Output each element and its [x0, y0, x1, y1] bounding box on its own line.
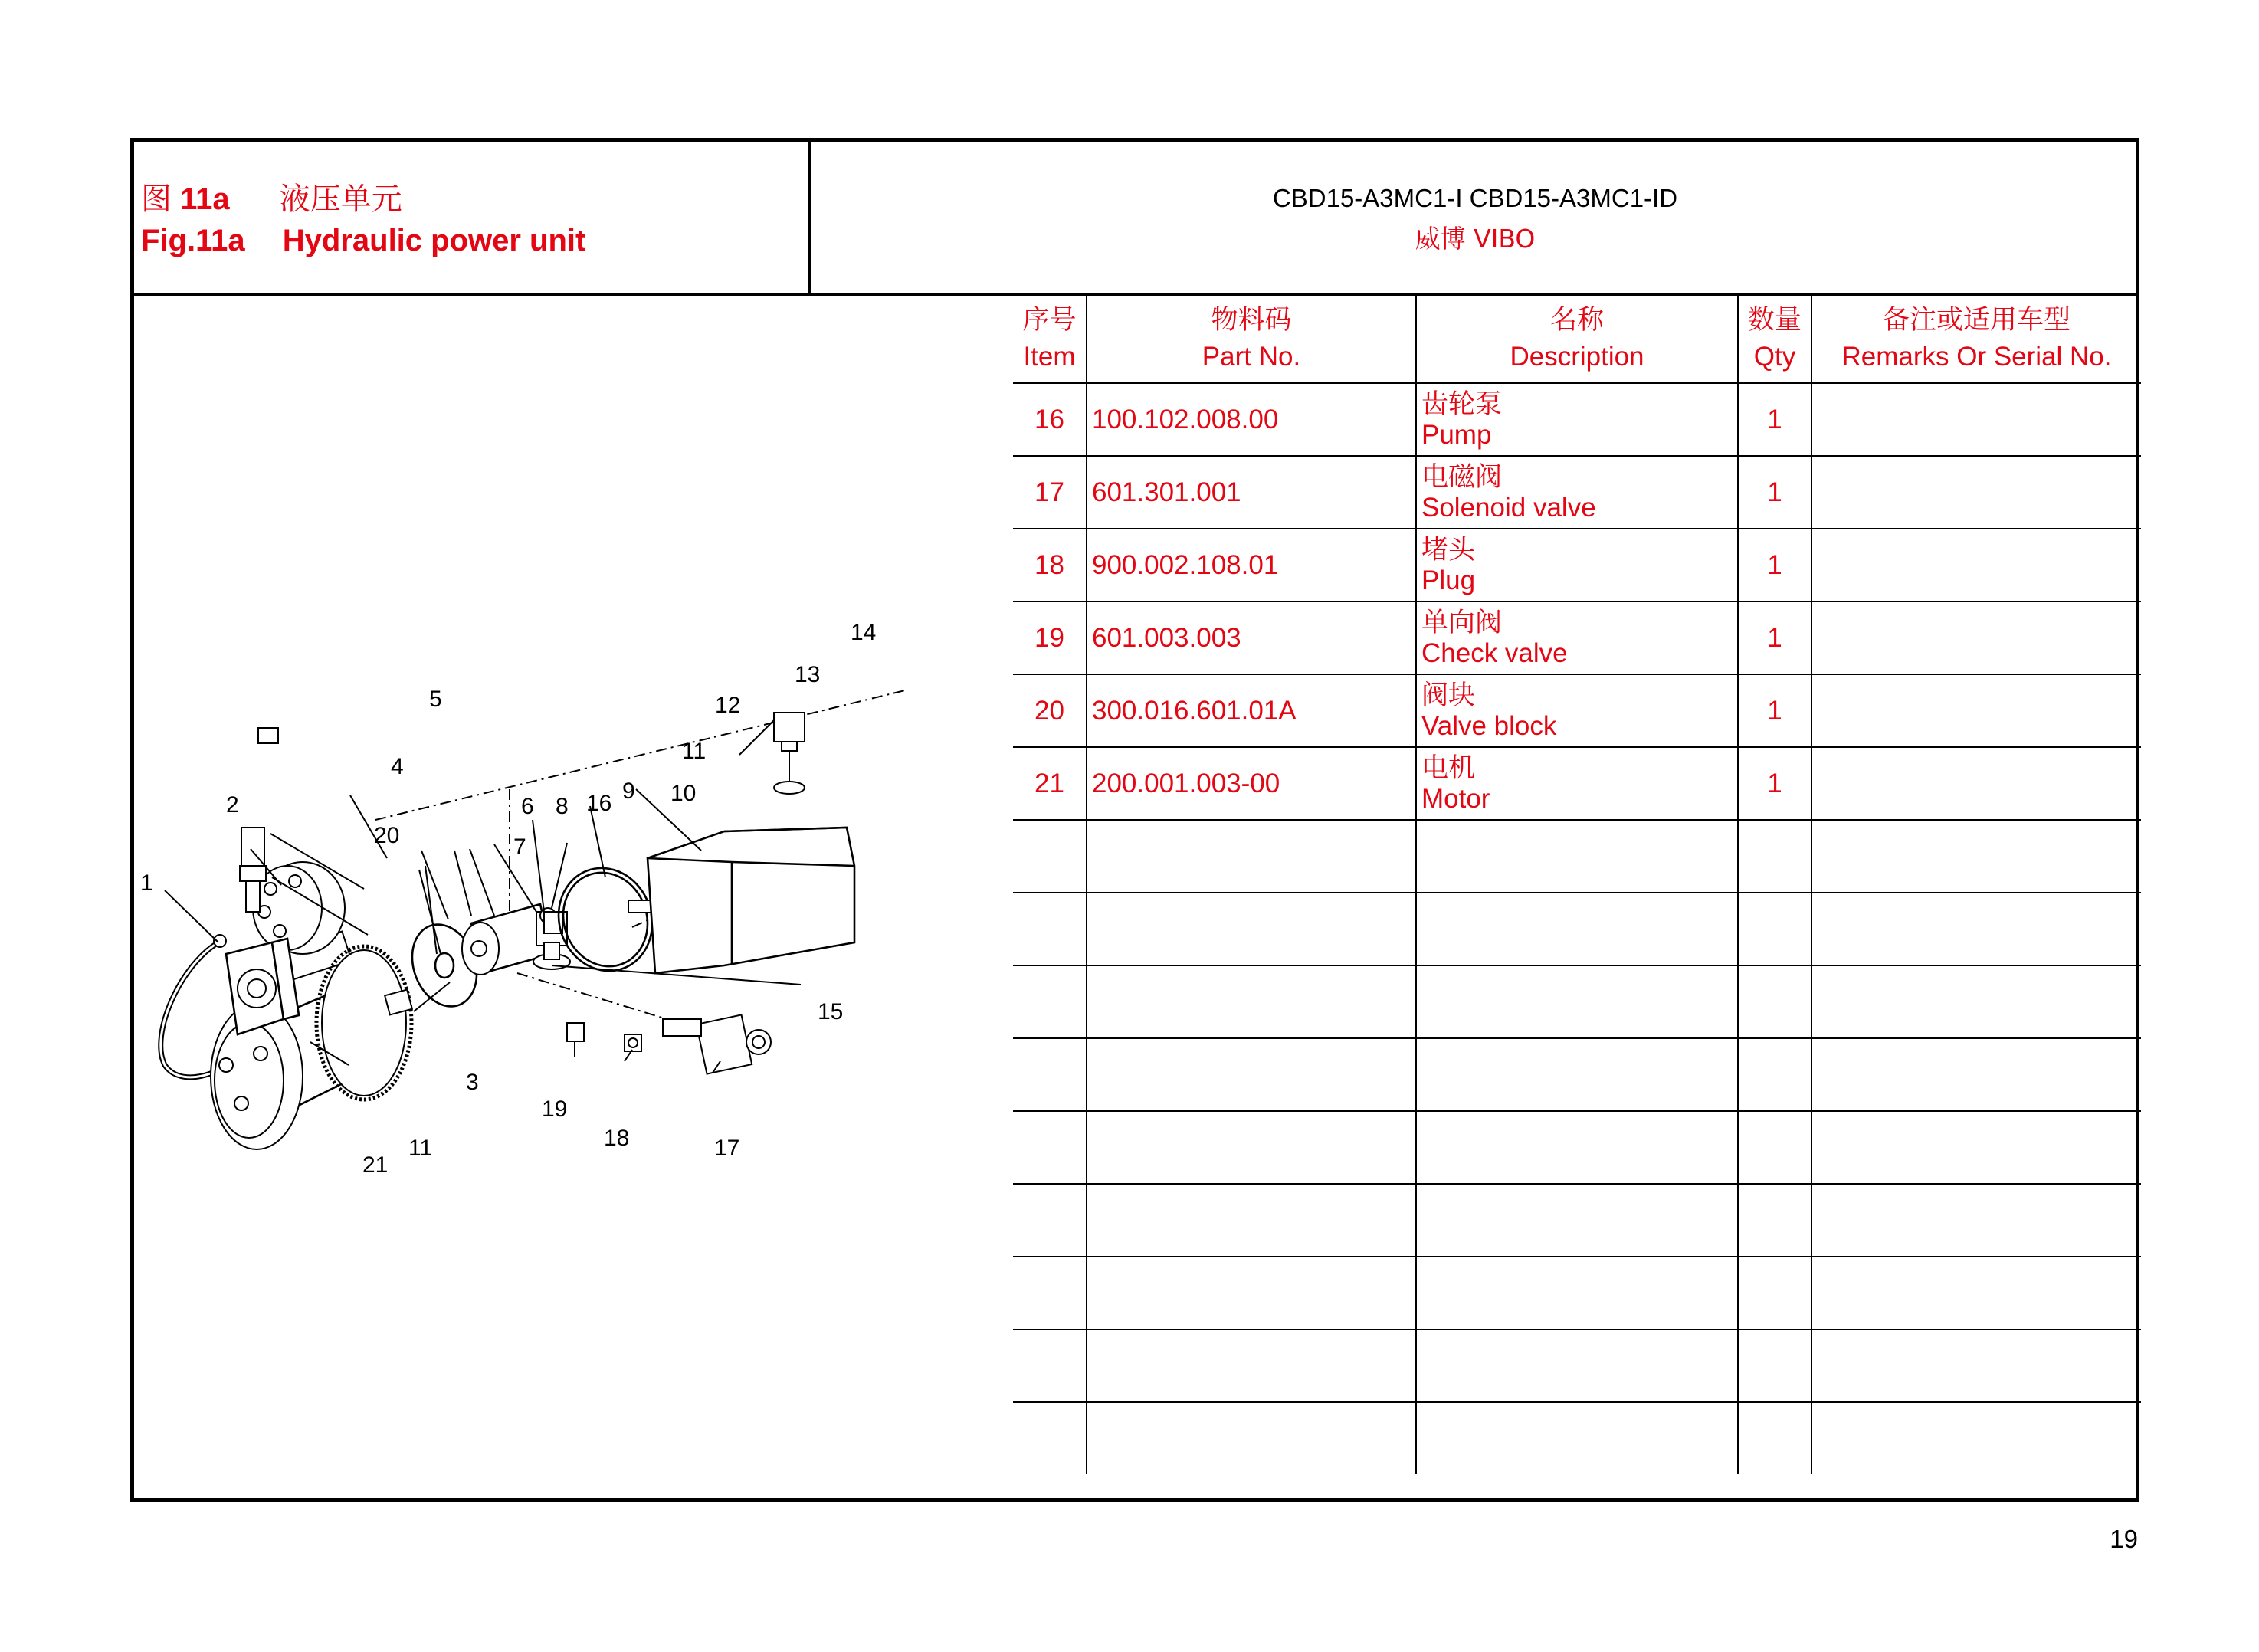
callout-20: 20: [374, 823, 400, 848]
callout-6: 6: [521, 794, 534, 819]
cell-qty: 1: [1738, 529, 1811, 601]
cell-empty: [1087, 1038, 1416, 1111]
table-row: [1013, 601, 2141, 674]
description-en: Plug: [1421, 565, 1476, 595]
callout-10: 10: [670, 781, 697, 806]
col-header-part-no: 物料码 Part No.: [1087, 295, 1416, 383]
table-row-empty: [1013, 1402, 2141, 1474]
callout-8: 8: [556, 794, 569, 819]
cell-empty: [1416, 1329, 1738, 1402]
cell-empty: [1811, 1111, 2141, 1184]
callout-19: 19: [542, 1096, 568, 1122]
description-zh: 电机: [1421, 752, 1476, 784]
callout-14: 14: [851, 620, 877, 645]
cell-empty: [1013, 965, 1087, 1038]
description-zh: 单向阀: [1421, 607, 1503, 638]
callout-7: 7: [513, 834, 526, 860]
col-header-description: 名称 Description: [1416, 295, 1738, 383]
description-en: Check valve: [1421, 638, 1568, 668]
cell-item: 18: [1013, 529, 1087, 601]
callout-2: 2: [226, 792, 239, 818]
col-header-remarks: 备注或适用车型 Remarks Or Serial No.: [1811, 295, 2141, 383]
table-row-empty: [1013, 893, 2141, 965]
cell-empty: [1738, 820, 1811, 893]
table-row: [1013, 456, 2141, 529]
description-zh: 电磁阀: [1421, 461, 1503, 493]
brand-label: 威博 VIBO: [1415, 224, 1536, 254]
model-codes: CBD15-A3MC1-I CBD15-A3MC1-ID: [1272, 184, 1678, 212]
table-row: [1013, 383, 2141, 456]
callout-16: 16: [586, 791, 612, 816]
cell-empty: [1013, 893, 1087, 965]
cell-empty: [1416, 1111, 1738, 1184]
cell-empty: [1811, 1184, 2141, 1257]
figure-title-en: Fig.11a Hydraulic power unit: [141, 224, 586, 257]
callout-13: 13: [795, 662, 821, 687]
cell-remarks: [1811, 456, 2141, 529]
callout-11-motor: 11: [408, 1136, 433, 1161]
table-header-row: [1013, 295, 2141, 383]
part-tank: [648, 828, 854, 973]
cell-description: [1416, 529, 1738, 601]
callout-1: 1: [140, 870, 153, 896]
hydraulic-unit-diagram: [134, 605, 1011, 1203]
cell-qty: 1: [1738, 601, 1811, 674]
cell-qty: 1: [1738, 747, 1811, 820]
table-row-empty: [1013, 1038, 2141, 1111]
cell-empty: [1738, 893, 1811, 965]
cell-empty: [1416, 1402, 1738, 1474]
cell-empty: [1738, 1402, 1811, 1474]
figure-title-en-text: Hydraulic power unit: [282, 224, 586, 257]
cell-qty: 1: [1738, 383, 1811, 456]
cell-empty: [1811, 1038, 2141, 1111]
cell-empty: [1013, 820, 1087, 893]
cell-empty: [1738, 1111, 1811, 1184]
table-row-empty: [1013, 1111, 2141, 1184]
description-zh: 阀块: [1421, 680, 1476, 711]
cell-empty: [1416, 820, 1738, 893]
cell-empty: [1013, 1257, 1087, 1329]
cell-remarks: [1811, 601, 2141, 674]
cell-description: [1416, 456, 1738, 529]
cell-remarks: [1811, 529, 2141, 601]
cell-empty: [1811, 893, 2141, 965]
cell-empty: [1811, 1329, 2141, 1402]
cell-empty: [1416, 893, 1738, 965]
table-row-empty: [1013, 820, 2141, 893]
callout-18: 18: [604, 1126, 630, 1151]
figure-title-zh-text: 液压单元: [279, 182, 402, 217]
description-zh: 齿轮泵: [1421, 388, 1503, 420]
cell-part-no: 601.301.001: [1087, 456, 1416, 529]
callout-12: 12: [715, 693, 741, 718]
cell-description: [1416, 674, 1738, 747]
cell-qty: 1: [1738, 456, 1811, 529]
cell-empty: [1416, 965, 1738, 1038]
cell-empty: [1013, 1038, 1087, 1111]
col-header-item: 序号 Item: [1013, 295, 1087, 383]
callout-21: 21: [362, 1152, 389, 1178]
cell-description: [1416, 747, 1738, 820]
cell-remarks: [1811, 674, 2141, 747]
cell-empty: [1738, 1329, 1811, 1402]
cell-empty: [1738, 1184, 1811, 1257]
cell-part-no: 900.002.108.01: [1087, 529, 1416, 601]
cell-qty: 1: [1738, 674, 1811, 747]
cell-remarks: [1811, 747, 2141, 820]
cell-empty: [1416, 1038, 1738, 1111]
description-en: Valve block: [1421, 710, 1557, 741]
cell-empty: [1013, 1111, 1087, 1184]
cell-empty: [1087, 1257, 1416, 1329]
cell-empty: [1087, 1184, 1416, 1257]
cell-empty: [1087, 1111, 1416, 1184]
callout-3: 3: [466, 1070, 479, 1095]
cell-empty: [1087, 893, 1416, 965]
description-en: Motor: [1421, 783, 1490, 814]
cell-empty: [1013, 1184, 1087, 1257]
description-en: Solenoid valve: [1421, 492, 1596, 523]
cell-item: 20: [1013, 674, 1087, 747]
figure-title-zh: 图 11a 液压单元: [141, 182, 402, 217]
cell-item: 16: [1013, 383, 1087, 456]
part-fitting: [258, 728, 278, 743]
cell-description: [1416, 383, 1738, 456]
cell-part-no: 200.001.003-00: [1087, 747, 1416, 820]
cell-empty: [1738, 1038, 1811, 1111]
cell-empty: [1013, 1402, 1087, 1474]
cell-empty: [1013, 1329, 1087, 1402]
cell-empty: [1087, 1329, 1416, 1402]
table-row: [1013, 529, 2141, 601]
callout-9: 9: [622, 778, 635, 804]
table-row: [1013, 747, 2141, 820]
part-check-valve: [567, 1023, 584, 1041]
cell-remarks: [1811, 383, 2141, 456]
table-row-empty: [1013, 965, 2141, 1038]
cell-empty: [1738, 965, 1811, 1038]
cell-empty: [1811, 820, 2141, 893]
cell-part-no: 100.102.008.00: [1087, 383, 1416, 456]
cell-empty: [1087, 965, 1416, 1038]
page-number: 19: [2110, 1525, 2138, 1553]
callout-11: 11: [682, 739, 707, 764]
table-row-empty: [1013, 1184, 2141, 1257]
cell-description: [1416, 601, 1738, 674]
cell-empty: [1738, 1257, 1811, 1329]
cell-item: 21: [1013, 747, 1087, 820]
callout-5: 5: [429, 687, 442, 712]
callout-15: 15: [818, 999, 844, 1024]
table-row: [1013, 674, 2141, 747]
cell-empty: [1416, 1257, 1738, 1329]
part-filler-cap: [774, 713, 805, 794]
cell-empty: [1811, 965, 2141, 1038]
cell-item: 19: [1013, 601, 1087, 674]
cell-empty: [1416, 1184, 1738, 1257]
table-row-empty: [1013, 1329, 2141, 1402]
cell-item: 17: [1013, 456, 1087, 529]
description-zh: 堵头: [1421, 534, 1476, 565]
cell-part-no: 300.016.601.01A: [1087, 674, 1416, 747]
cell-empty: [1087, 820, 1416, 893]
callout-4: 4: [391, 754, 404, 779]
description-en: Pump: [1421, 419, 1492, 450]
callout-17: 17: [714, 1136, 740, 1161]
col-header-qty: 数量 Qty: [1738, 295, 1811, 383]
cell-empty: [1811, 1257, 2141, 1329]
cell-part-no: 601.003.003: [1087, 601, 1416, 674]
parts-table: [1013, 295, 2141, 1474]
title-separator: [808, 138, 811, 295]
table-row-empty: [1013, 1257, 2141, 1329]
cell-empty: [1087, 1402, 1416, 1474]
part-plug: [625, 1034, 641, 1051]
cell-empty: [1811, 1402, 2141, 1474]
